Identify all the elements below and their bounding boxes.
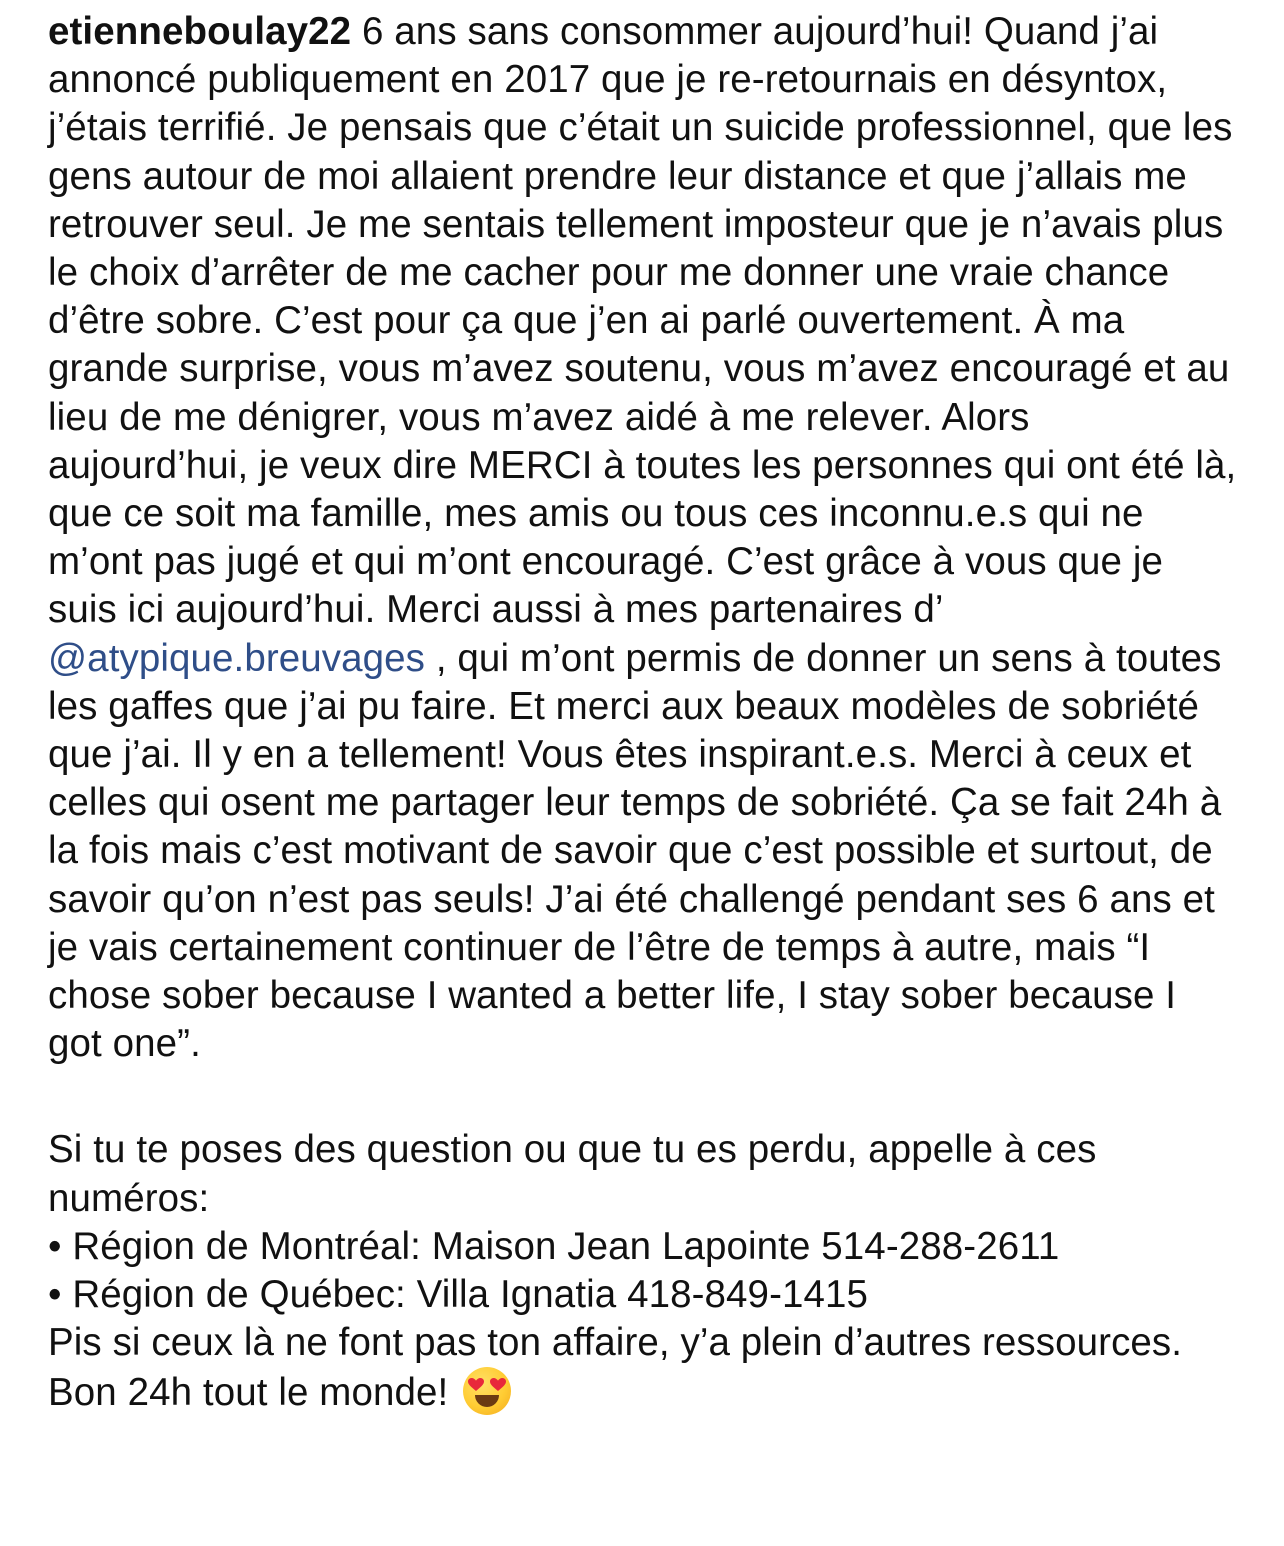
- username-link[interactable]: etienneboulay22: [48, 10, 352, 53]
- mention-link[interactable]: @atypique.breuvages: [48, 636, 426, 680]
- paragraph-gap: [48, 1068, 1238, 1126]
- resource-item-montreal: • Région de Montréal: Maison Jean Lapointe 514-288-2611: [48, 1224, 1060, 1268]
- closing-text: Pis si ceux là ne font pas ton affaire, y’a plein d’autres ressources. Bon 24h tout le monde!: [48, 1321, 1193, 1415]
- heart-eye-left-icon: [468, 1378, 484, 1392]
- heart-eyes-emoji-icon: [463, 1367, 511, 1415]
- resources-intro: Si tu te poses des question ou que tu es perdu, appelle à ces numéros:: [48, 1128, 1108, 1220]
- resource-item-quebec: • Région de Québec: Villa Ignatia 418-849-1415: [48, 1273, 869, 1317]
- post-caption: [48, 8, 1248, 1418]
- caption-text: 6 ans sans consommer aujourd’hui! Quand j’ai annoncé publiquement en 2017 que je re-retournais en désyntox, j’étais terrifié. Je pensais que c’était un suicide professionnel, que les gens autour de moi allaient prendre leur distance et que j’allais me retrouver seul. Je me sentais tellement imposteur que je n’avais plus le choix d’arrêter de me cacher pour me donner une vraie chance d’être sobre. C’est pour ça que j’en ai parlé ouvertement. À ma grande surprise, vous m’avez soutenu, vous m’avez encouragé et au lieu de me dénigrer, vous m’avez aidé à me relever. Alors aujourd’hui, je veux dire MERCI à toutes les personnes qui ont été là, que ce soit ma famille, mes amis ou tous ces inconnu.e.s qui ne m’ont pas jugé et qui m’ont encouragé. C’est grâce à vous que je suis ici aujourd’hui. Merci aussi à mes partenaires d’: [48, 10, 1248, 632]
- caption-text-after-mention: , qui m’ont permis de donner un sens à toutes les gaffes que j’ai pu faire. Et merci aux beaux modèles de sobriété que j’ai. Il y en a tellement! Vous êtes inspirant.e.s. Merci à ceux et celles qui osent me partager leur temps de sobriété. Ça se fait 24h à la fois mais c’est motivant de savoir que c’est possible et surtout, de savoir qu’on n’est pas seuls! J’ai été challengé pendant ses 6 ans et je vais certainement continuer de l’être de temps à autre, mais “I chose sober because I wanted a better life, I stay sober because I got one”.: [48, 636, 1233, 1066]
- heart-eye-right-icon: [490, 1378, 506, 1392]
- emoji-mouth: [475, 1395, 499, 1407]
